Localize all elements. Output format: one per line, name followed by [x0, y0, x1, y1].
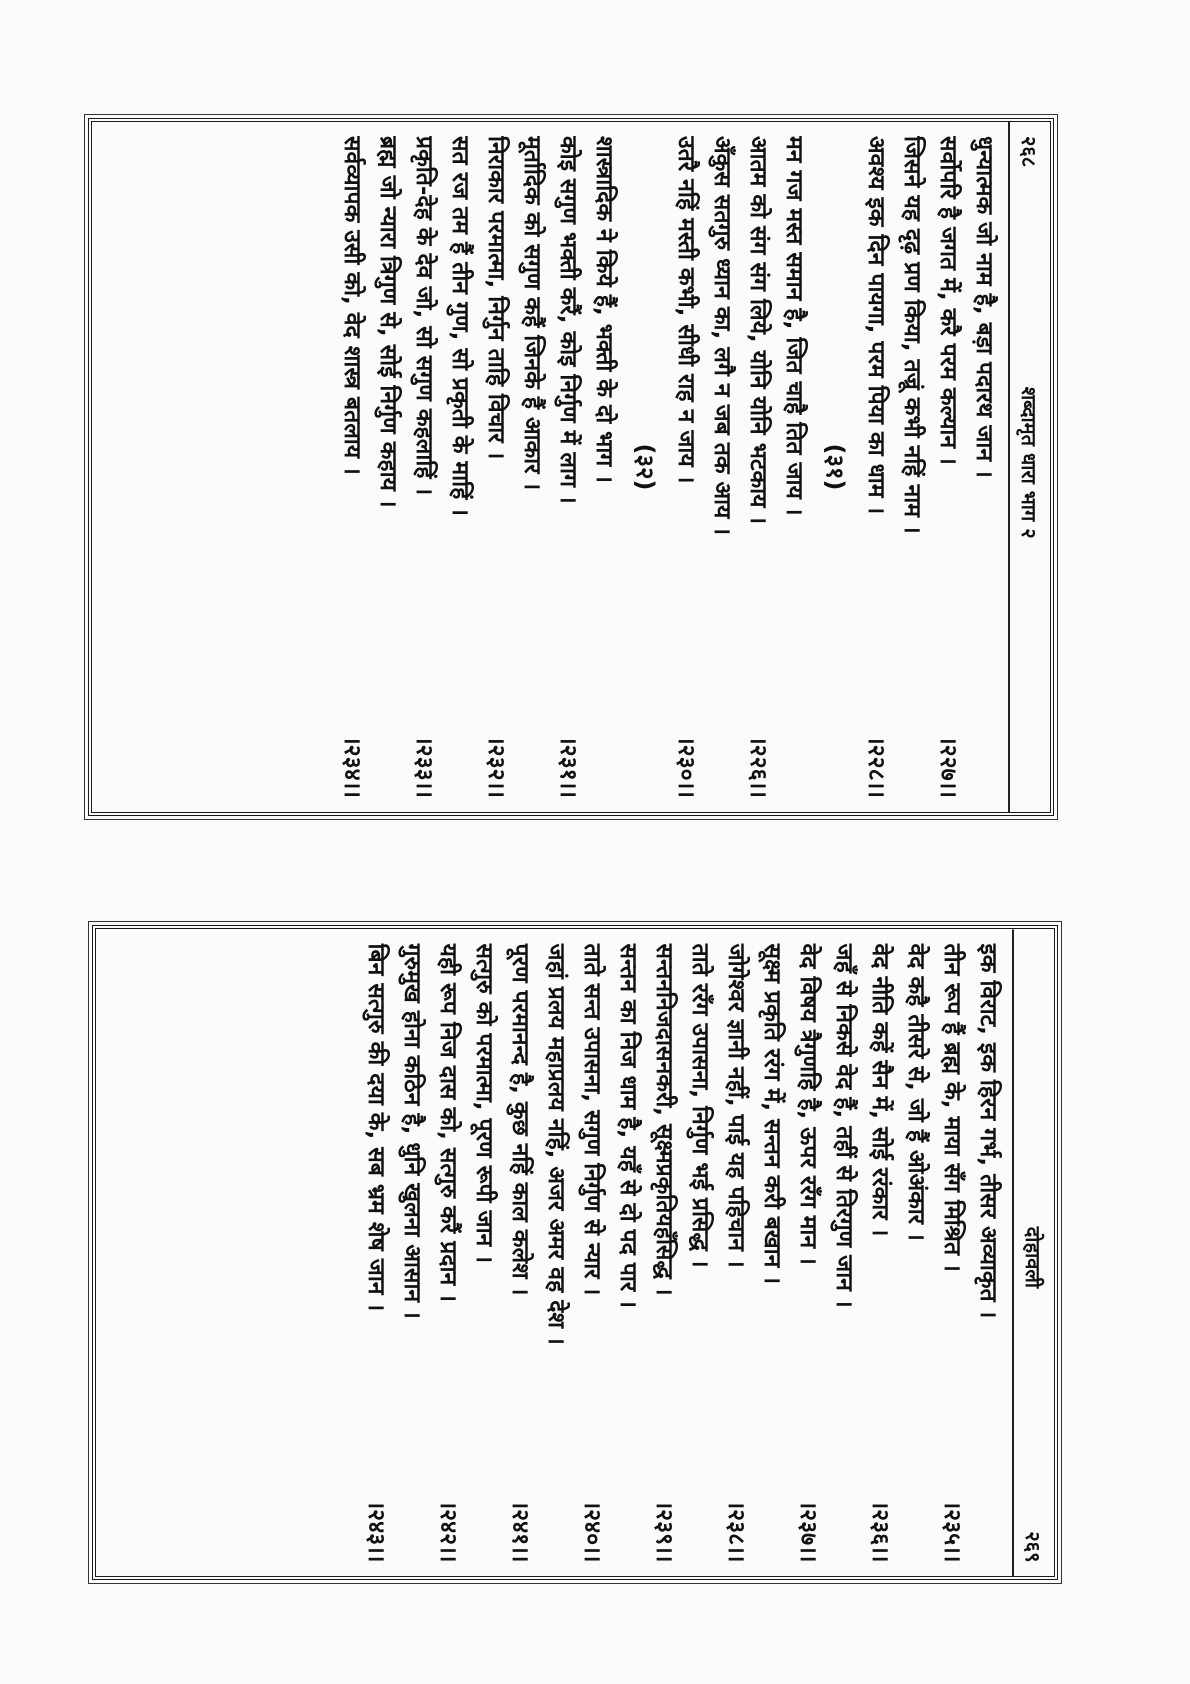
doha-line: [478, 136, 514, 798]
verse-number: ।२३२।।: [483, 735, 509, 798]
verse-number: ।२३४।।: [339, 735, 365, 798]
doha-text: सत्गुरु को परमात्मा, पूरण रूपी जान ।: [471, 943, 497, 1263]
doha-text: अवश्य इक दिन पायगा, परम पिया का धाम ।: [863, 136, 889, 515]
doha-text: धुन्यात्मक जो नाम है, बड़ा पदारथ जान ।: [971, 136, 997, 478]
doha-text: वेद कहै तीसरे से, जो हैं ओअंकार ।: [903, 943, 929, 1241]
verse-number: ।२३३।।: [411, 735, 437, 798]
doha-text: तीन रूप हैं ब्रह्म के, माया सँग मिश्रित ।: [939, 943, 965, 1272]
doha-text: सत रज तम हैं तीन गुण, सो प्रकृती के माहिं ।: [447, 136, 473, 517]
doha-text: वेद विषय त्रैगुणहि है, ऊपर ररँग मान ।: [795, 943, 821, 1265]
doha-text: बिन सत्गुरु की दया के, सब भ्रम शेष जान ।: [363, 943, 389, 1311]
doha-line: [370, 136, 406, 798]
verse-number: ।२३६।।: [867, 1499, 893, 1562]
doha-text: जिसने यह दृढ़ प्रण किया, तज्रूं कभी नहिं नाम ।: [899, 136, 925, 534]
doha-line: [586, 136, 622, 798]
verse-number: ।२३५।।: [939, 1499, 965, 1562]
doha-text: प्रकृति-देह के देव जो, सो सगुण कहलाहिं ।: [411, 136, 437, 496]
left-page-header: [1008, 122, 1050, 812]
verse-number: ।२३८।।: [723, 1499, 749, 1562]
doha-line: [934, 943, 970, 1562]
doha-text: मूर्तादिक को सगुण कहैं जिनके हैं आकार ।: [519, 136, 545, 491]
doha-line: [704, 136, 740, 798]
right-page-body: [358, 929, 1012, 1576]
doha-text: जोगेश्वर ज्ञानी नहीं, पाई यह पहिचान ।: [723, 943, 749, 1268]
doha-text: ताते सन्त उपासना, सगुण निर्गुण से न्यार ।: [579, 943, 605, 1295]
section-number: (३२): [631, 443, 659, 491]
doha-line: [466, 943, 502, 1562]
doha-text: सन्तन का निज धाम है, यहँ से दो पद पार ।: [615, 943, 641, 1308]
left-running-title: शब्दामृत धारा भाग २: [1017, 386, 1042, 539]
doha-line: [442, 136, 478, 798]
doha-text: सन्तननिजदासनकरी, सूक्ष्मप्रकृतियहँसिद्ध ।: [651, 943, 677, 1296]
left-page-number: २६८: [1017, 136, 1042, 168]
doha-text: गुरुमुख होना कठिन है, धुनि खुलना आसान ।: [399, 943, 425, 1319]
doha-line: [430, 943, 466, 1562]
doha-line: [790, 943, 826, 1562]
doha-line: [334, 136, 370, 798]
doha-line: [514, 136, 550, 798]
verse-number: ।२३९।।: [651, 1499, 677, 1562]
doha-line: [358, 943, 394, 1562]
verse-number: ।२४२।।: [435, 1499, 461, 1562]
doha-line: [970, 943, 1006, 1562]
verse-number: ।२४०।।: [579, 1499, 605, 1562]
doha-line: [668, 136, 704, 798]
left-page: [88, 118, 1054, 816]
doha-line: [966, 136, 1002, 798]
right-page-content: [96, 929, 1054, 1576]
doha-line: [894, 136, 930, 798]
doha-line: [718, 943, 754, 1562]
verse-number: ।२३७।।: [795, 1499, 821, 1562]
doha-line: [538, 943, 574, 1562]
doha-text: जहँ से निकसे वेद हैं, तहीं से तिरगुण जान ।: [831, 943, 857, 1308]
doha-text: आतम को संग संग लिये, योनि योनि भटकाय ।: [745, 136, 771, 525]
doha-text: सर्वोपरि है जगत में, करै परम कल्यान ।: [935, 136, 961, 465]
right-page-number: २६९: [1021, 1530, 1046, 1562]
doha-line: [682, 943, 718, 1562]
doha-text: पूरण परमानन्द है, कुछ नहिं काल कलेश ।: [507, 943, 533, 1295]
doha-line: [862, 943, 898, 1562]
verse-number: ।२२८।।: [863, 735, 889, 798]
verse-number: ।२२७।।: [935, 735, 961, 798]
doha-text: अँकुस सतगुरु ध्यान का, लगै न जब तक आय ।: [709, 136, 735, 536]
doha-line: [754, 943, 790, 1562]
right-running-title: दोहावली: [1021, 1226, 1046, 1288]
doha-text: ब्रह्म जो न्यारा त्रिगुण से, सोई निर्गुण कहाय ।: [375, 136, 401, 508]
doha-line: [550, 136, 586, 798]
doha-text: सर्वव्यापक उसी को, वेद शास्त्र बतलाय ।: [339, 136, 365, 475]
doha-text: इक विराट, इक हिरन गर्भ, तीसर अव्याकृत ।: [975, 943, 1001, 1318]
doha-line: [898, 943, 934, 1562]
right-page: [92, 925, 1058, 1580]
right-page-header: [1012, 929, 1054, 1576]
doha-line: [858, 136, 894, 798]
doha-text: वेद नीति कहें सैन में, सोई ररंकार ।: [867, 943, 893, 1236]
doha-text: सूक्ष्म प्रकृति ररंग में, सन्तन करी बखान ।: [759, 943, 785, 1284]
doha-text: शास्त्रादिक ने किये हैं, भक्ती के दो भाग ।: [591, 136, 617, 483]
doha-text: उतरै नहिं मस्ती कभी, सीधी राह न जाय ।: [673, 136, 699, 484]
verse-number: ।२३०।।: [673, 735, 699, 798]
section-number: (३१): [821, 443, 849, 491]
doha-text: ताते ररँग उपासना, निर्गुण भई प्रसिद्ध ।: [687, 943, 713, 1268]
verse-number: ।२२६।।: [745, 735, 771, 798]
left-page-body: [334, 122, 1008, 812]
left-page-content: [92, 122, 1050, 812]
doha-line: [610, 943, 646, 1562]
doha-text: जहां प्रलय महाप्रलय नहिं, अजर अमर वह देश ।: [543, 943, 569, 1345]
verse-number: ।२४३।।: [363, 1499, 389, 1562]
doha-line: [776, 136, 812, 798]
doha-line: [826, 943, 862, 1562]
doha-line: [930, 136, 966, 798]
doha-line: [406, 136, 442, 798]
doha-text: यही रूप निज दास को, सत्गुरु करैं प्रदान ।: [435, 943, 461, 1302]
doha-line: [394, 943, 430, 1562]
verse-number: ।२४१।।: [507, 1499, 533, 1562]
doha-line: [502, 943, 538, 1562]
doha-line: [574, 943, 610, 1562]
doha-text: निराकार परमात्मा, निर्गुन ताहि विचार ।: [483, 136, 509, 460]
doha-line: [646, 943, 682, 1562]
doha-text: कोइ सगुण भक्ती करैं, कोइ निर्गुण में लाग ।: [555, 136, 581, 504]
doha-line: [740, 136, 776, 798]
doha-text: मन गज मस्त समान है, जित चाहै तित जाय ।: [781, 136, 807, 516]
verse-number: ।२३१।।: [555, 735, 581, 798]
